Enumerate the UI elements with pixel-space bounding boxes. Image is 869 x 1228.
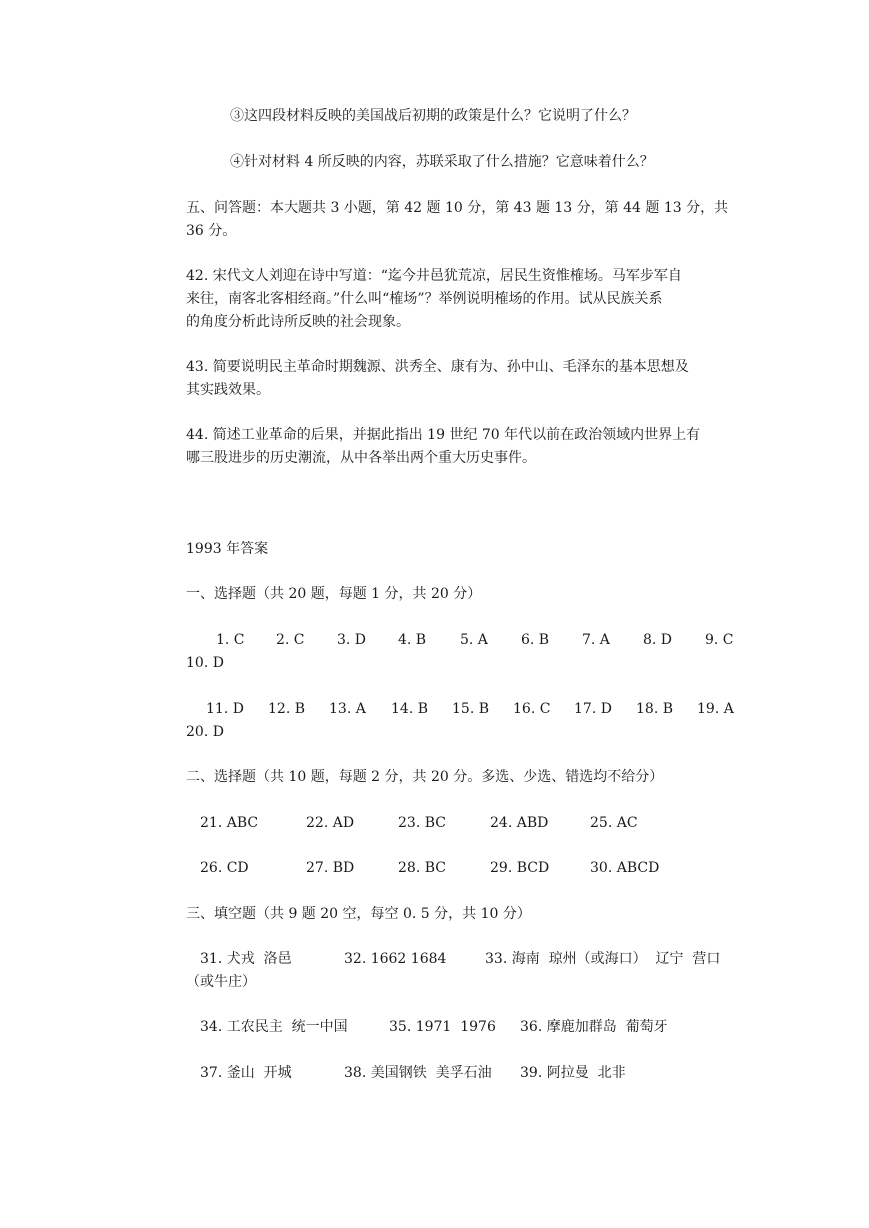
answer-item: 27. BD bbox=[306, 860, 355, 876]
answer-item: 33. 海南 琼州（或海口） 辽宁 营口 bbox=[485, 951, 721, 967]
answer-item: 31. 犬戎 洛邑 bbox=[200, 951, 292, 967]
answer-item: 24. ABD bbox=[490, 815, 549, 831]
answer-item: 16. C bbox=[513, 701, 551, 717]
answers-section-2-title: 二、选择题（共 10 题，每题 2 分，共 20 分。多选、少选、错选均不给分） bbox=[186, 769, 664, 785]
answer-row bbox=[0, 1063, 869, 1083]
answer-item: 9. C bbox=[705, 632, 734, 648]
question-42-cont: 的角度分析此诗所反映的社会现象。 bbox=[186, 314, 410, 330]
answer-row bbox=[0, 813, 869, 833]
answer-row bbox=[0, 699, 869, 719]
answer-item: 3. D bbox=[337, 632, 367, 648]
question-43-cont: 其实践效果。 bbox=[186, 382, 270, 398]
answer-item: 18. B bbox=[636, 701, 674, 717]
answer-item: 13. A bbox=[329, 701, 366, 717]
question-42-cont: 来往，南客北客相经商。”什么叫“榷场”？举例说明榷场的作用。试从民族关系 bbox=[186, 291, 663, 307]
section-5-title-cont: 36 分。 bbox=[186, 223, 237, 239]
answer-item: 23. BC bbox=[398, 815, 446, 831]
answer-item: 37. 釜山 开城 bbox=[200, 1065, 292, 1081]
question-42: 42. 宋代文人刘迎在诗中写道：“迄今井邑犹荒凉，居民生资惟榷场。马军步军自 bbox=[186, 268, 682, 284]
answer-row bbox=[0, 630, 869, 650]
answers-section-1-title: 一、选择题（共 20 题，每题 1 分，共 20 分） bbox=[186, 586, 482, 602]
answer-item: 25. AC bbox=[590, 815, 638, 831]
answer-item: 15. B bbox=[452, 701, 490, 717]
answer-item: 5. A bbox=[460, 632, 488, 648]
answer-item: 29. BCD bbox=[490, 860, 550, 876]
answer-item: 14. B bbox=[391, 701, 429, 717]
question-3-subitem: ③这四段材料反映的美国战后初期的政策是什么？它说明了什么？ bbox=[230, 108, 636, 124]
answer-row bbox=[0, 1017, 869, 1037]
answer-item: 12. B bbox=[268, 701, 306, 717]
answer-item: 17. D bbox=[574, 701, 612, 717]
answer-item: （或牛庄） bbox=[186, 974, 256, 990]
answer-item: 34. 工农民主 统一中国 bbox=[200, 1019, 348, 1035]
answer-row bbox=[0, 858, 869, 878]
answer-item: 8. D bbox=[643, 632, 673, 648]
answer-item: 28. BC bbox=[398, 860, 446, 876]
answer-item: 4. B bbox=[398, 632, 427, 648]
answer-item: 22. AD bbox=[306, 815, 355, 831]
question-4-subitem: ④针对材料 4 所反映的内容，苏联采取了什么措施？它意味着什么？ bbox=[230, 154, 654, 170]
question-44-cont: 哪三股进步的历史潮流，从中各举出两个重大历史事件。 bbox=[186, 450, 536, 466]
answer-item: 10. D bbox=[186, 655, 224, 671]
answer-item: 38. 美国钢铁 美孚石油 bbox=[344, 1065, 492, 1081]
answer-item: 39. 阿拉曼 北非 bbox=[520, 1065, 626, 1081]
answer-item: 19. A bbox=[697, 701, 734, 717]
answer-item: 7. A bbox=[582, 632, 610, 648]
answers-section-3-title: 三、填空题（共 9 题 20 空，每空 0. 5 分，共 10 分） bbox=[186, 906, 531, 922]
answer-item: 36. 摩鹿加群岛 葡萄牙 bbox=[520, 1019, 668, 1035]
answer-item: 1. C bbox=[216, 632, 245, 648]
question-43: 43. 简要说明民主革命时期魏源、洪秀全、康有为、孙中山、毛泽东的基本思想及 bbox=[186, 359, 689, 375]
answer-item: 32. 1662 1684 bbox=[344, 951, 447, 967]
answer-item: 35. 1971 1976 bbox=[389, 1019, 496, 1035]
answer-item: 6. B bbox=[521, 632, 550, 648]
answer-item: 11. D bbox=[206, 701, 244, 717]
answer-item: 2. C bbox=[276, 632, 305, 648]
answer-item: 30. ABCD bbox=[590, 860, 660, 876]
answer-row bbox=[0, 949, 869, 969]
question-44: 44. 简述工业革命的后果，并据此指出 19 世纪 70 年代以前在政治领域内世界上有 bbox=[186, 427, 701, 443]
answer-item: 26. CD bbox=[200, 860, 249, 876]
answer-item: 21. ABC bbox=[200, 815, 259, 831]
section-5-title: 五、问答题：本大题共 3 小题，第 42 题 10 分，第 43 题 13 分，第 44 题 13 分，共 bbox=[186, 200, 729, 216]
answers-title: 1993 年答案 bbox=[186, 541, 269, 557]
answer-item: 20. D bbox=[186, 724, 224, 740]
